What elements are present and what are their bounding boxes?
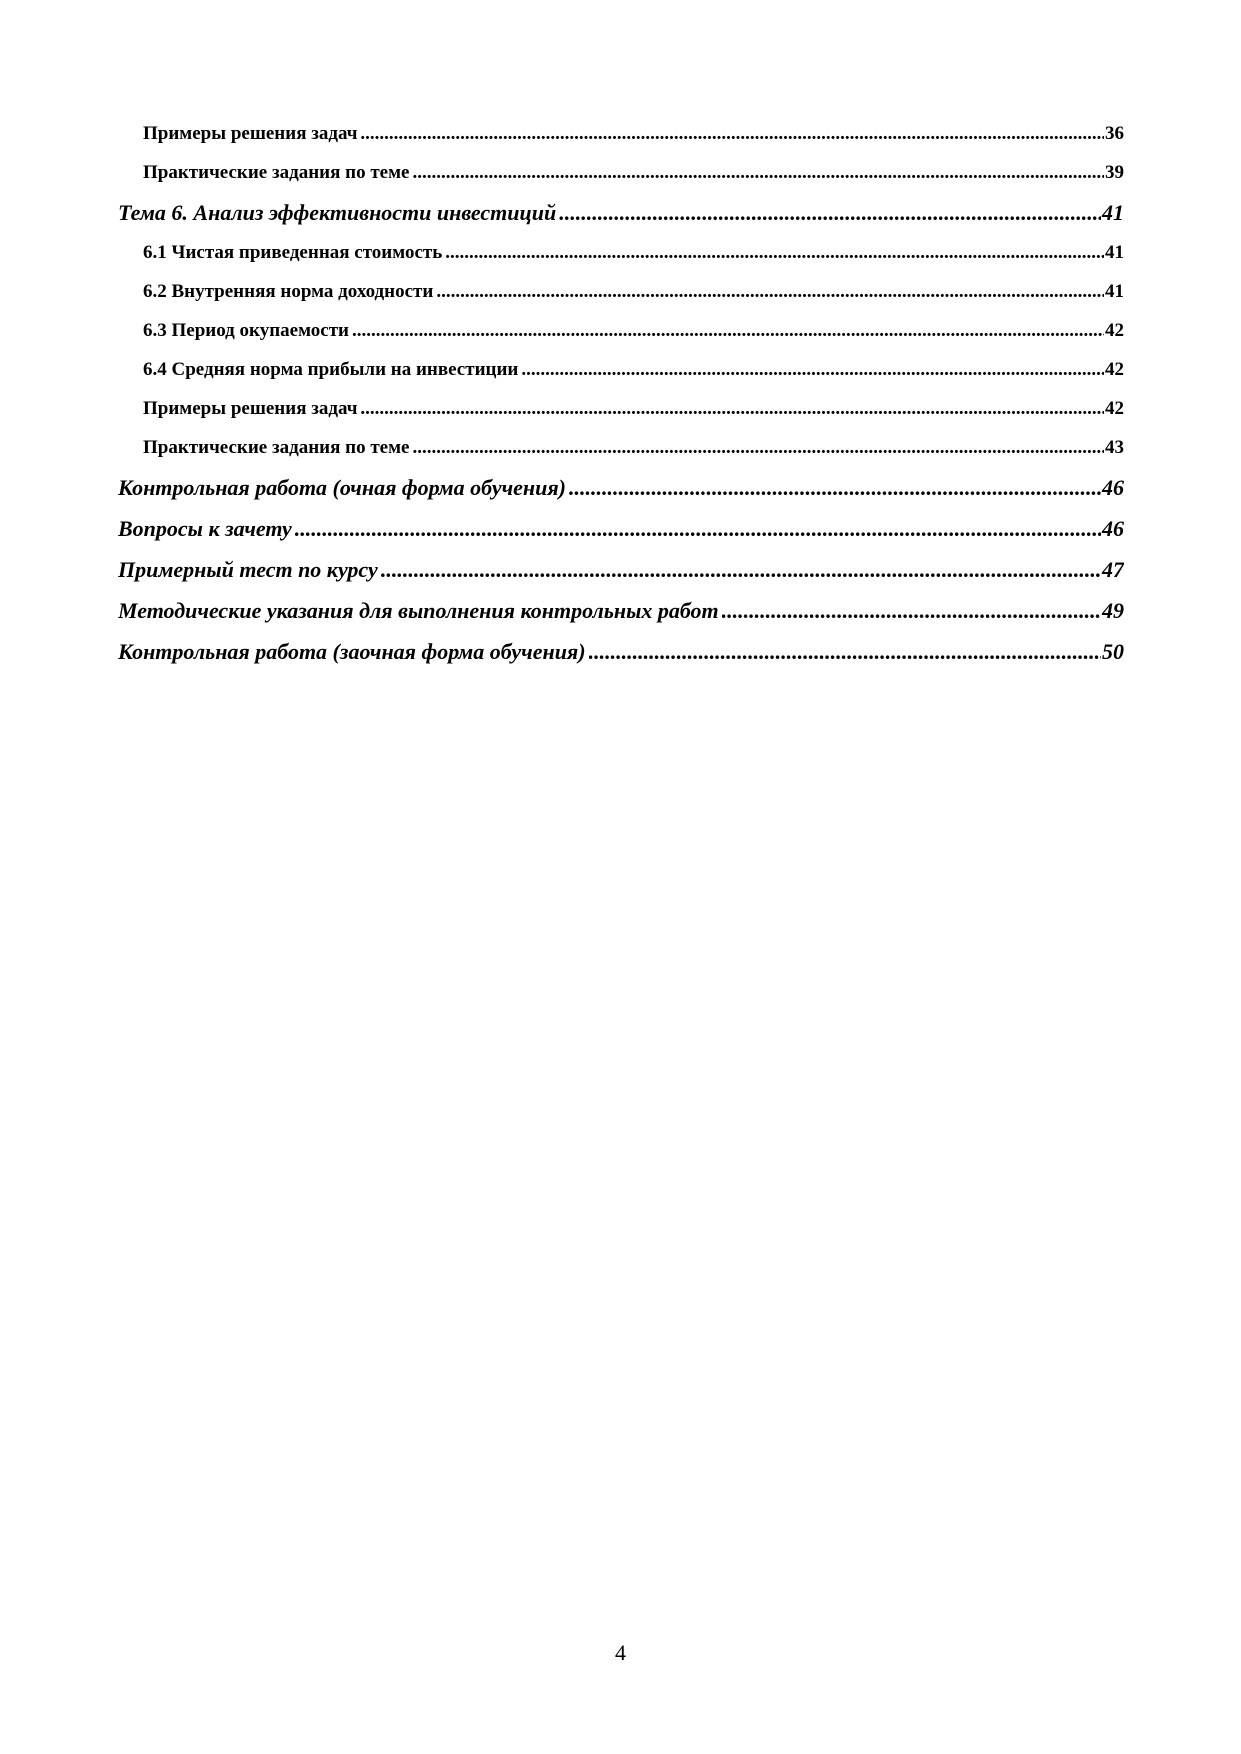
- toc-entry[interactable]: [118, 631, 1124, 672]
- toc-entry[interactable]: [118, 233, 1124, 272]
- toc-entry[interactable]: [118, 114, 1124, 153]
- toc-entry-page: 42: [1105, 398, 1124, 419]
- toc-dot-leader: [352, 311, 1104, 350]
- toc-entry-title: Контрольная работа (заочная форма обучения): [118, 639, 586, 664]
- toc-entry-title: 6.3 Период окупаемости: [143, 320, 350, 341]
- toc-dot-leader: [412, 428, 1104, 467]
- toc-entry[interactable]: [118, 467, 1124, 508]
- toc-entry[interactable]: [118, 272, 1124, 311]
- toc-entry-title: 6.4 Средняя норма прибыли на инвестиции: [143, 359, 519, 380]
- toc-entry[interactable]: [118, 549, 1124, 590]
- toc-entry[interactable]: [118, 389, 1124, 428]
- toc-entry-page: 36: [1105, 123, 1124, 144]
- toc-entry-page: 42: [1105, 320, 1124, 341]
- toc-dot-leader: [360, 114, 1104, 153]
- toc-entry[interactable]: [118, 350, 1124, 389]
- toc-dot-leader: [445, 233, 1104, 272]
- toc-dot-leader: [521, 350, 1104, 389]
- toc-dot-leader: [436, 272, 1104, 311]
- toc-dot-leader: [360, 389, 1104, 428]
- toc-dot-leader: [589, 631, 1101, 672]
- toc-entry-page: 46: [1102, 516, 1124, 541]
- toc-entry-page: 41: [1105, 242, 1124, 263]
- toc-entry-title: Примеры решения задач: [143, 398, 358, 419]
- toc-entry-page: 42: [1105, 359, 1124, 380]
- toc-dot-leader: [559, 192, 1101, 233]
- toc-entry-title: Тема 6. Анализ эффективности инвестиций: [118, 200, 557, 225]
- toc-entry-title: Примеры решения задач: [143, 123, 358, 144]
- toc-entry-page: 46: [1102, 475, 1124, 500]
- table-of-contents: [118, 114, 1124, 672]
- toc-entry-title: Вопросы к зачету: [118, 516, 292, 541]
- toc-entry-title: 6.2 Внутренняя норма доходности: [143, 281, 434, 302]
- toc-dot-leader: [295, 508, 1101, 549]
- toc-entry-page: 41: [1102, 200, 1124, 225]
- toc-dot-leader: [381, 549, 1101, 590]
- toc-entry-title: Практические задания по теме: [143, 437, 410, 458]
- page-number: 4: [615, 1640, 626, 1665]
- toc-entry-title: Практические задания по теме: [143, 162, 410, 183]
- toc-dot-leader: [412, 153, 1104, 192]
- toc-entry-title: Контрольная работа (очная форма обучения): [118, 475, 567, 500]
- toc-dot-leader: [722, 590, 1101, 631]
- toc-entry[interactable]: [118, 428, 1124, 467]
- toc-entry-page: 50: [1102, 639, 1124, 664]
- toc-entry[interactable]: [118, 508, 1124, 549]
- toc-entry[interactable]: [118, 192, 1124, 233]
- toc-entry-page: 39: [1105, 162, 1124, 183]
- toc-entry-page: 41: [1105, 281, 1124, 302]
- toc-dot-leader: [569, 467, 1101, 508]
- toc-entry[interactable]: [118, 311, 1124, 350]
- toc-entry-title: 6.1 Чистая приведенная стоимость: [143, 242, 443, 263]
- toc-entry-page: 43: [1105, 437, 1124, 458]
- toc-entry-page: 47: [1102, 557, 1124, 582]
- toc-entry[interactable]: [118, 590, 1124, 631]
- toc-entry-page: 49: [1102, 598, 1124, 623]
- toc-entry-title: Примерный тест по курсу: [118, 557, 378, 582]
- toc-entry-title: Методические указания для выполнения контрольных работ: [118, 598, 719, 623]
- toc-entry[interactable]: [118, 153, 1124, 192]
